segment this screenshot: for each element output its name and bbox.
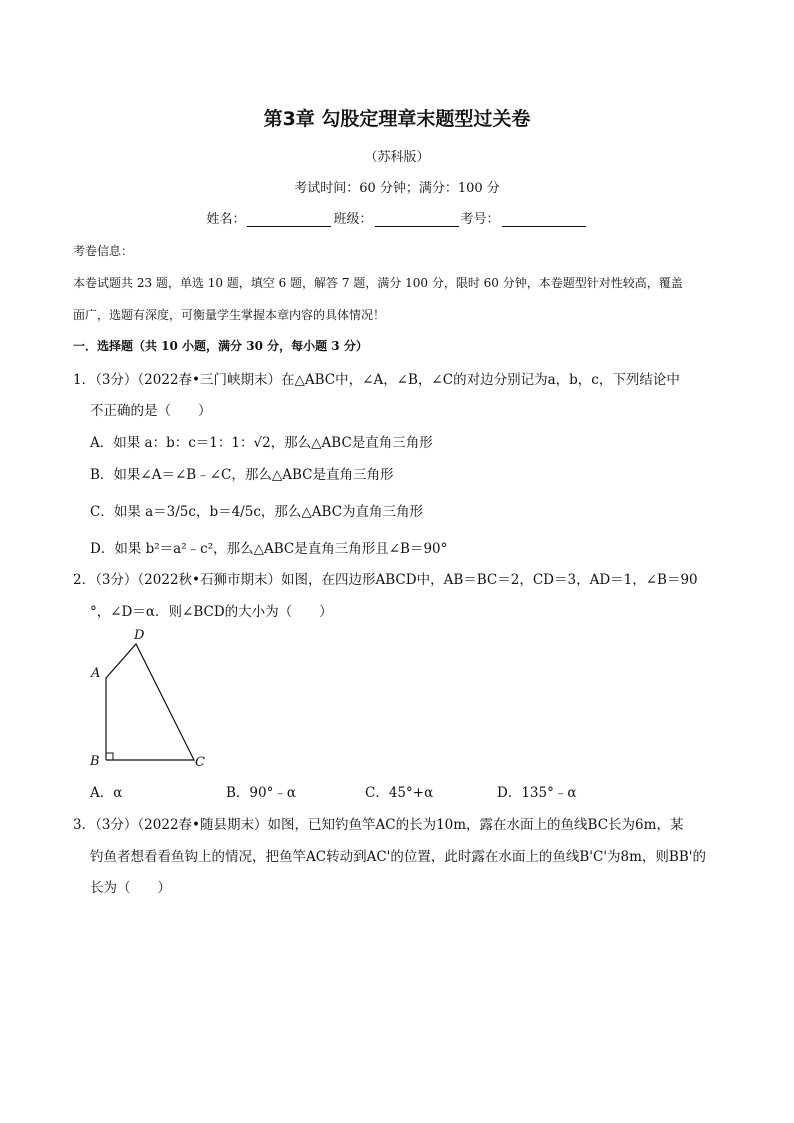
name-label: 姓名： [206,212,246,227]
notice-line-1: 本卷试题共 23 题，单选 10 题，填空 6 题，解答 7 题，满分 100 分，限时 60 分钟，本卷题型针对性较高，覆盖 [73,276,683,290]
q2-line-1 [73,568,698,588]
notice-line-2: 面广，选题有深度，可衡量学生掌握本章内容的具体情况！ [73,308,386,322]
q1-line-2: 不正确的是（ ） [90,403,212,419]
label-b: B [90,754,100,769]
q3-number: 3． [73,817,96,833]
class-label: 班级： [333,212,373,227]
q1-number: 1． [73,372,96,388]
class-blank [375,212,459,227]
number-blank [502,212,586,227]
label-d: D [134,628,145,643]
quadrilateral-figure [84,624,224,776]
page-title: 第3章 勾股定理章末题型过关卷 [263,108,531,130]
q2-option-b: B．90°﹣α [226,785,296,801]
q1-option-a: A．如果 a：b：c＝1：1：√2，那么△ABC是直角三角形 [90,435,433,451]
q1-line-1 [73,368,680,388]
exam-info: 考试时间：60 分钟；满分：100 分 [294,181,500,196]
q3-stem-1: （3分）（2022春•随县期末）如图，已知钓鱼竿AC的长为10m，露在水面上的鱼线BC长为6m，某 [95,817,684,833]
student-info-row [0,208,794,227]
q3-line-1 [73,813,683,833]
notice-heading: 考卷信息： [73,244,134,258]
q3-line-3: 长为（ ） [90,880,171,896]
q1-stem-1: （3分）（2022春•三门峡期末）在△ABC中，∠A，∠B，∠C的对边分别记为a，b，c，下列结论中 [95,372,680,388]
q1-option-b: B．如果∠A＝∠B﹣∠C，那么△ABC是直角三角形 [90,467,394,483]
quadrilateral-abcd [106,644,194,760]
q1-option-c: C．如果 a＝3/5c，b＝4/5c，那么△ABC为直角三角形 [90,504,424,520]
label-a: A [91,666,101,681]
q2-option-a: A．α [90,785,123,801]
right-angle-mark [106,753,113,760]
q2-option-c: C．45°+α [365,785,434,801]
q3-line-2: 钓鱼者想看看鱼钩上的情况，把鱼竿AC转动到AC'的位置，此时露在水面上的鱼线B'C'为8m，则BB'的 [90,849,706,865]
q2-option-d: D．135°﹣α [497,785,577,801]
name-blank [247,212,331,227]
section-1-heading: 一．选择题（共 10 小题，满分 30 分，每小题 3 分） [73,339,368,353]
q2-number: 2． [73,572,96,588]
label-c: C [195,755,205,770]
edition: （苏科版） [364,150,430,165]
q2-stem-1: （3分）（2022秋•石狮市期末）如图，在四边形ABCD中，AB＝BC＝2，CD＝3，AD＝1，∠B＝90 [95,572,698,588]
q2-line-2: °，∠D＝α．则∠BCD的大小为（ ） [90,604,333,620]
number-label: 考号： [460,212,500,227]
q1-option-d: D．如果 b²＝a²﹣c²，那么△ABC是直角三角形且∠B＝90° [90,541,448,557]
